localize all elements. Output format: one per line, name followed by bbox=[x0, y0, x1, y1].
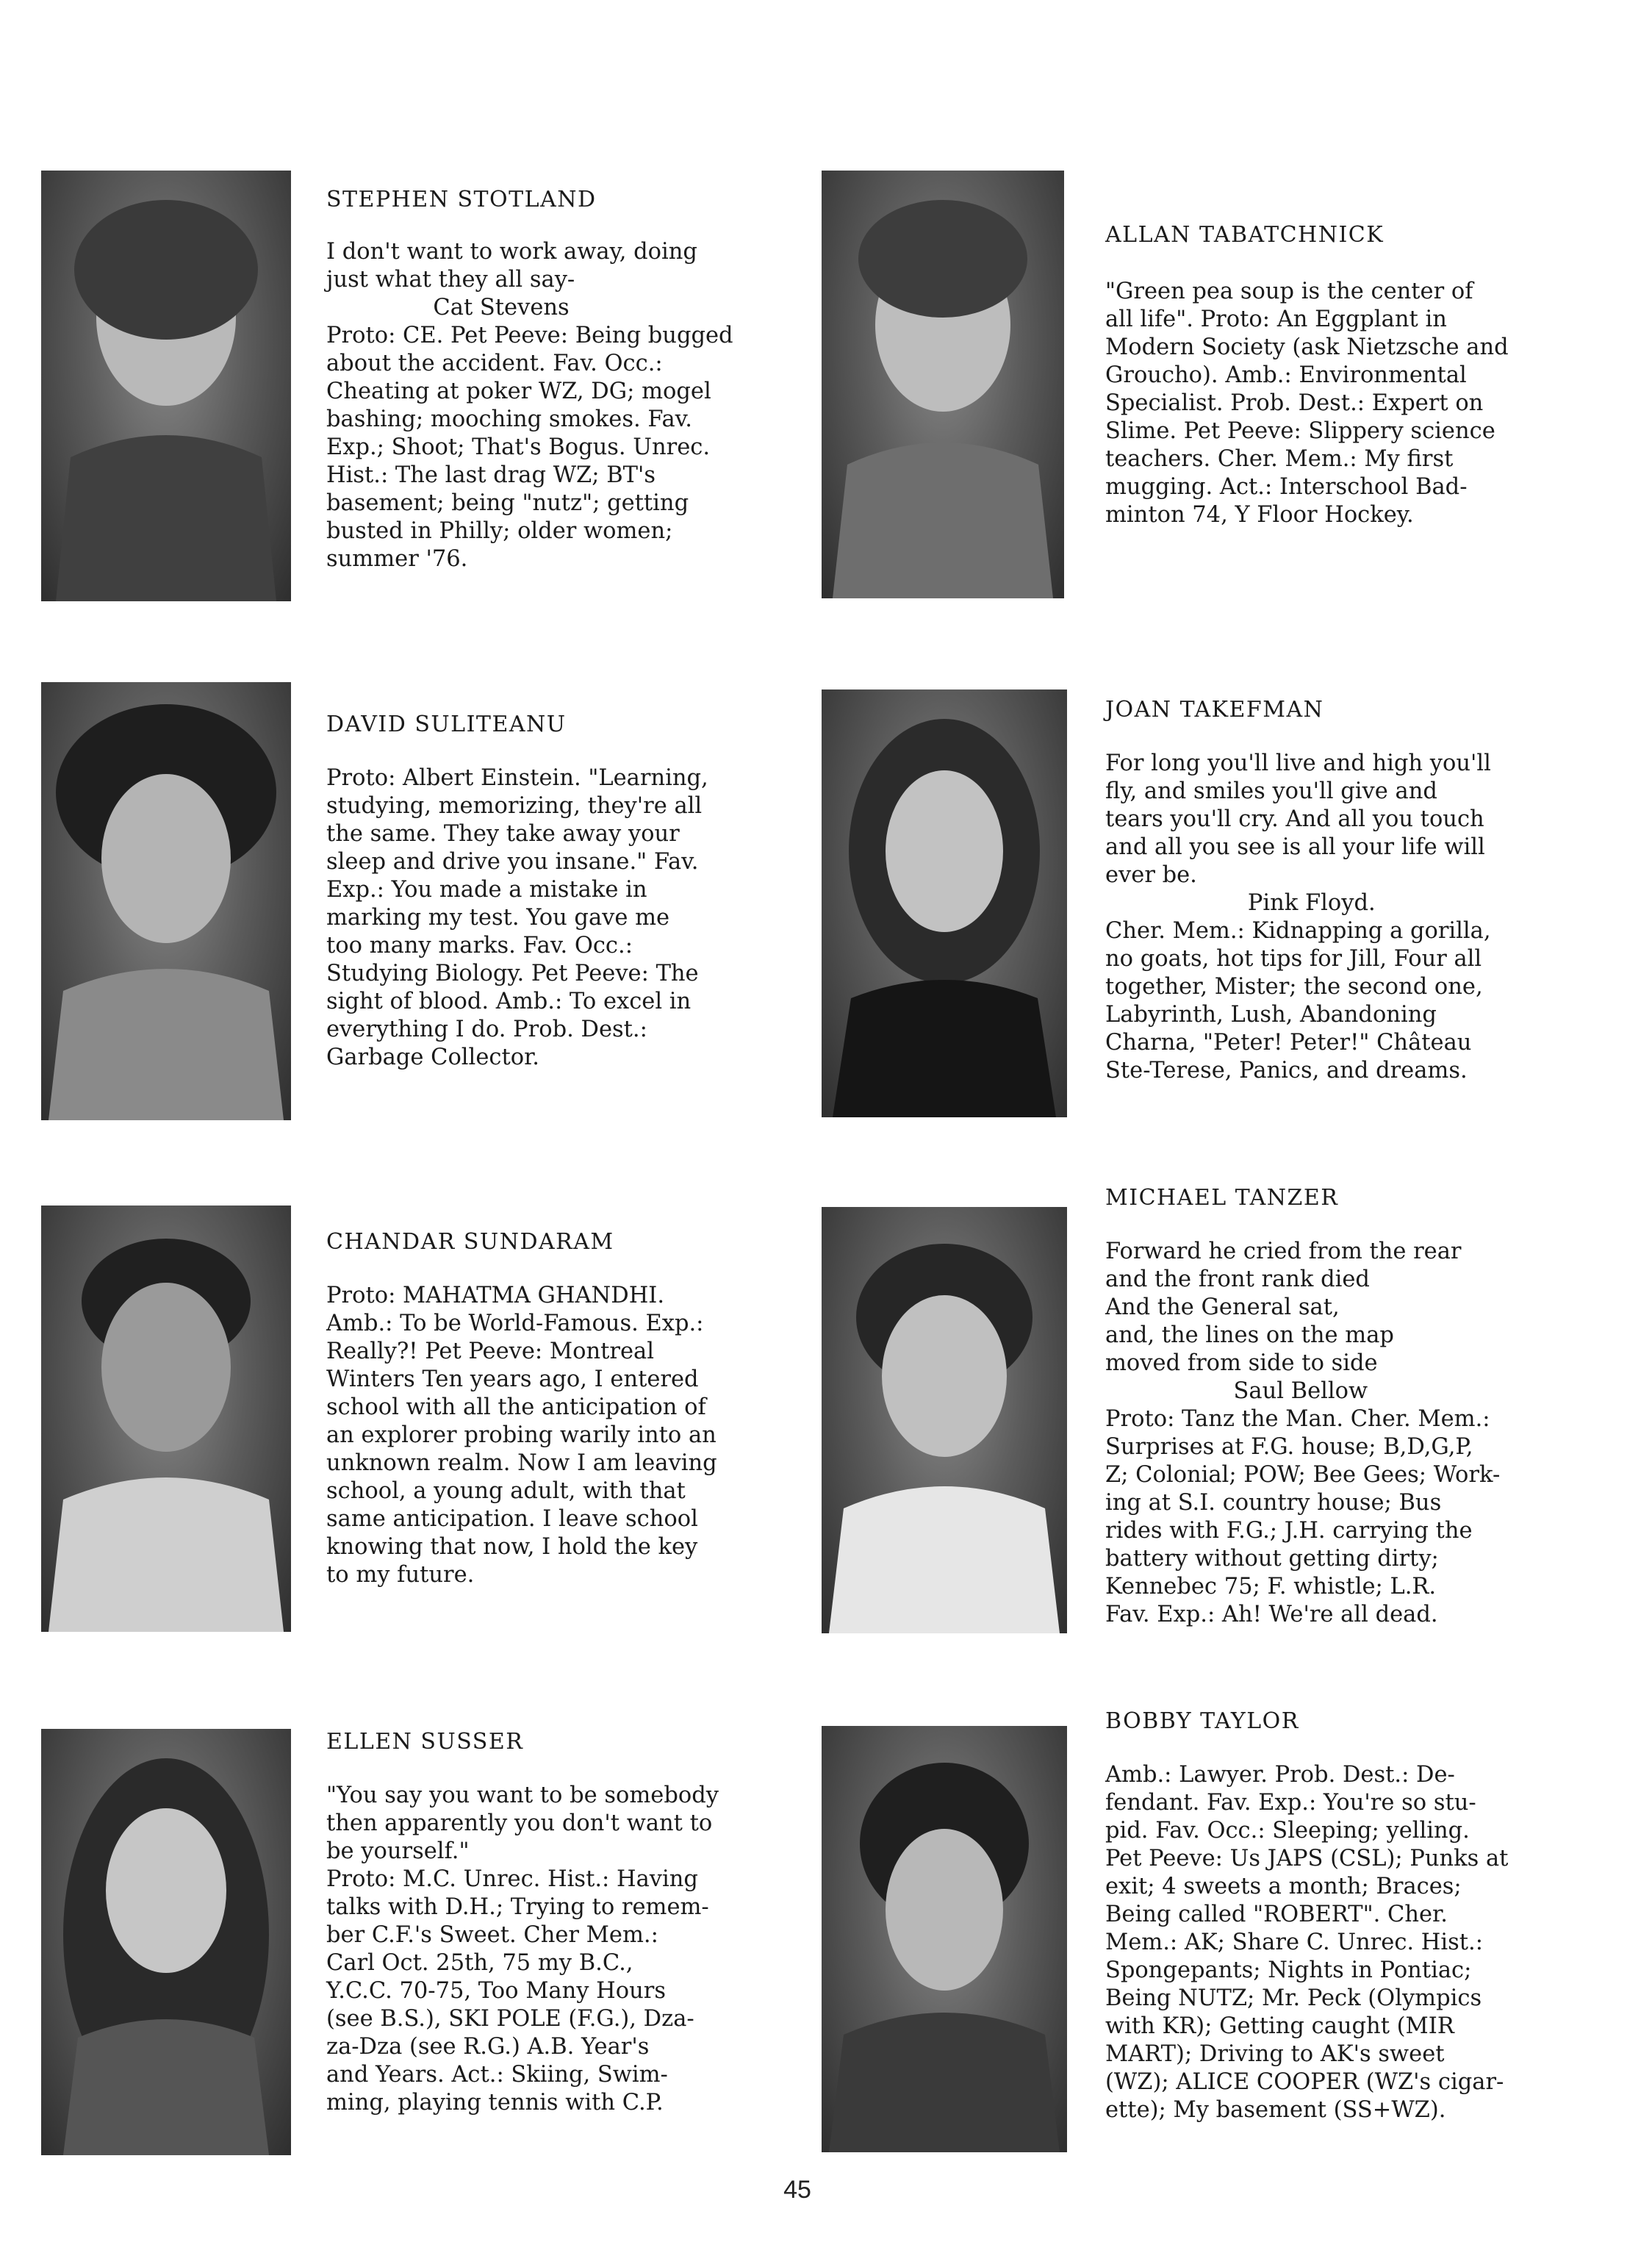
portrait-david-suliteanu bbox=[41, 682, 291, 1120]
student-bio: Proto: Albert Einstein. "Learning, studying, memorizing, they're all the same. They take away your sleep and drive you insane." Fav. Exp.: You made a mistake in marking my test. You gave me too many marks. Fav. Occ.: Studying Biology. Pet Peeve: The sight of blood. Amb.: To excel in everything I do. Prob. Dest.: Garbage Collector. bbox=[326, 765, 708, 1070]
student-bio: Amb.: Lawyer. Prob. Dest.: De- fendant. Fav. Exp.: You're so stu- pid. Fav. Occ.: Sleeping; yelling. Pet Peeve: Us JAPS (CSL); Punks at exit; 4 sweets a month; Braces; Being called "ROBERT". Cher. Mem.: AK; Share C. Unrec. Hist.: Spongepants; Nights in Pontiac; Being NUTZ; Mr. Peck (Olympics with KR); Getting caught (MIR MART); Driving to AK's sweet (WZ); ALICE COOPER (WZ's cigar- ette); My basement (SS+WZ). bbox=[1105, 1762, 1509, 2123]
student-name: JOAN TAKEFMAN bbox=[1105, 697, 1324, 723]
portrait-stephen-stotland bbox=[41, 171, 291, 601]
portrait-ellen-susser bbox=[41, 1729, 291, 2155]
student-bio: For long you'll live and high you'll fly, and smiles you'll give and tears you'll cry. And all you touch and all you see is all your life will ever be. Pink Floyd. Cher. Mem.: Kidnapping a gorilla, no goats, hot tips for Jill, Four all together, Mister; the second one, Labyrinth, Lush, Abandoning Charna, "Peter! Peter!" Château Ste-Terese, Panics, and dreams. bbox=[1105, 751, 1491, 1083]
student-bio: I don't want to work away, doing just what they all say- Cat Stevens Proto: CE. Pet Peeve: Being bugged about the accident. Fav. Occ.: Cheating at poker WZ, DG; mogel bashing; mooching smokes. Fav. Exp.; Shoot; That's Bogus. Unrec. Hist.: The last drag WZ; BT's basement; being "nutz"; getting busted in Philly; older women; summer '76. bbox=[326, 239, 733, 572]
page-number: 45 bbox=[783, 2176, 811, 2204]
student-bio: Forward he cried from the rear and the front rank died And the General sat, and, the lines on the map moved from side to side Saul Bellow Proto: Tanz the Man. Cher. Mem.: Surprises at F.G. house; B,D,G,P, Z; Colonial; POW; Bee Gees; Work- ing at S.I. country house; Bus rides with F.G.; J.H. carrying the battery without getting dirty; Kennebec 75; F. whistle; L.R. Fav. Exp.: Ah! We're all dead. bbox=[1105, 1239, 1501, 1627]
student-name: CHANDAR SUNDARAM bbox=[326, 1229, 614, 1255]
portrait-chandar-sundaram bbox=[41, 1206, 291, 1632]
student-name: ALLAN TABATCHNICK bbox=[1105, 222, 1385, 248]
portrait-bobby-taylor bbox=[822, 1726, 1067, 2152]
student-bio: "You say you want to be somebody then apparently you don't want to be yourself." Proto: M.C. Unrec. Hist.: Having talks with D.H.; Trying to remem- ber C.F.'s Sweet. Cher Mem.: Carl Oct. 25th, 75 my B.C., Y.C.C. 70-75, Too Many Hours (see B.S.), SKI POLE (F.G.), Dza- za-Dza (see R.G.) A.B. Year's and Years. Act.: Skiing, Swim- ming, playing tennis with C.P. bbox=[326, 1783, 719, 2116]
student-bio: "Green pea soup is the center of all life". Proto: An Eggplant in Modern Society (ask Nietzsche and Groucho). Amb.: Environmental Specialist. Prob. Dest.: Expert on Slime. Pet Peeve: Slippery science teachers. Cher. Mem.: My first mugging. Act.: Interschool Bad- minton 74, Y Floor Hockey. bbox=[1105, 279, 1509, 528]
student-name: STEPHEN STOTLAND bbox=[326, 187, 597, 212]
student-name: BOBBY TAYLOR bbox=[1105, 1708, 1299, 1734]
portrait-joan-takefman bbox=[822, 689, 1067, 1117]
student-name: ELLEN SUSSER bbox=[326, 1729, 524, 1755]
student-name: MICHAEL TANZER bbox=[1105, 1185, 1339, 1211]
portrait-michael-tanzer bbox=[822, 1207, 1067, 1633]
portrait-allan-tabatchnick bbox=[822, 171, 1064, 598]
student-bio: Proto: MAHATMA GHANDHI. Amb.: To be World-Famous. Exp.: Really?! Pet Peeve: Montreal Winters Ten years ago, I entered school with all the anticipation of an explorer probing warily into an unknown realm. Now I am leaving school, a young adult, with that same anticipation. I leave school knowing that now, I hold the key to my future. bbox=[326, 1283, 717, 1588]
student-name: DAVID SULITEANU bbox=[326, 712, 567, 737]
